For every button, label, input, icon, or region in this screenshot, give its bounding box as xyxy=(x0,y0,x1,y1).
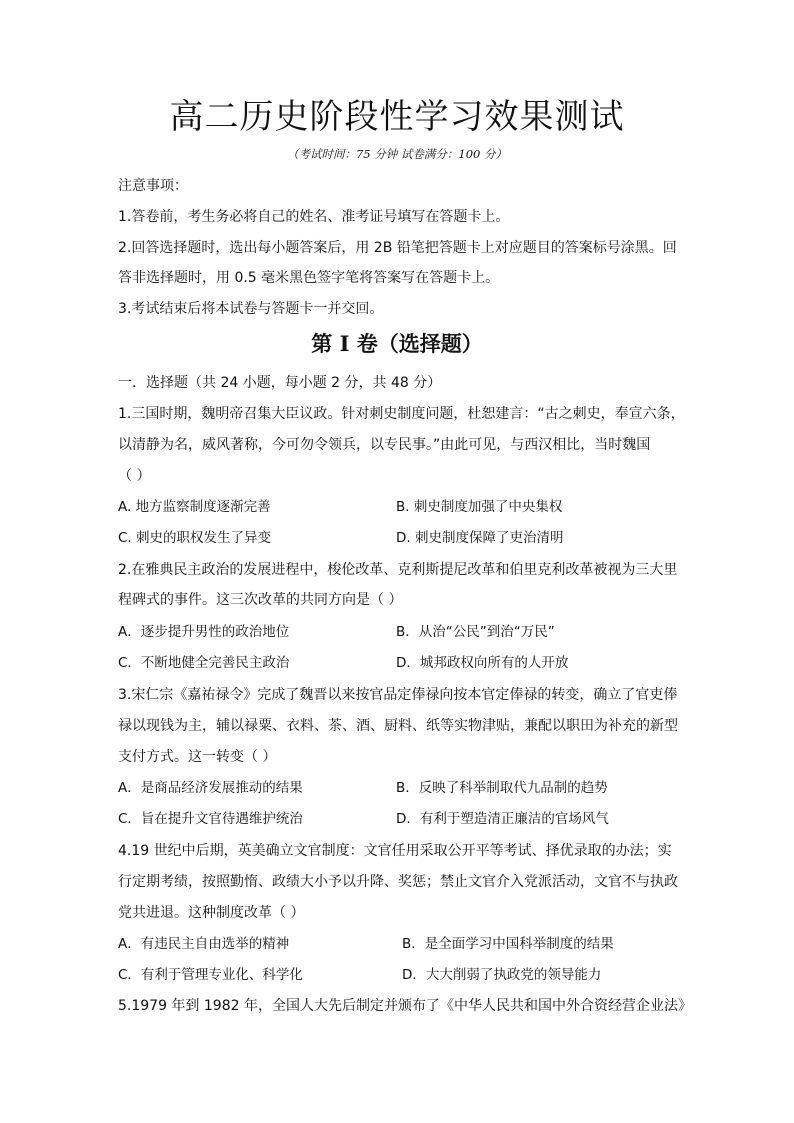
question-3-option-b: B．反映了科举制取代九品制的趋势 xyxy=(396,780,608,796)
question-4-text: 党共进退。这种制度改革（ ） xyxy=(118,905,305,921)
question-1-text: 1.三国时期，魏明帝召集大臣议政。针对刺史制度问题，杜恕建言：“古之刺史，奉宣六条， xyxy=(118,406,685,422)
question-4-option-d: D．大大削弱了执政党的领导能力 xyxy=(402,967,602,983)
question-1-option-b: B. 刺史制度加强了中央集权 xyxy=(396,499,563,515)
question-3-text: 3.宋仁宗《嘉祐禄令》完成了魏晋以来按官品定俸禄向按本官定俸禄的转变，确立了官吏俸 xyxy=(118,687,678,703)
question-4-text: 行定期考绩，按照勤惰、政绩大小予以升降、奖惩；禁止文官介入党派活动，文官不与执政 xyxy=(118,874,678,890)
question-1-option-a: A. 地方监察制度逐渐完善 xyxy=(118,499,271,515)
notice-item: 3.考试结束后将本试卷与答题卡一并交回。 xyxy=(118,301,384,317)
question-2-text: 程碑式的事件。这三次改革的共同方向是（ ） xyxy=(118,592,403,608)
notice-item: 答非选择题时，用 0.5 毫米黑色签字笔将答案写在答题卡上。 xyxy=(118,270,500,286)
question-2-option-a: A．逐步提升男性的政治地位 xyxy=(118,624,290,640)
section-title: 第 I 卷（选择题） xyxy=(311,331,483,356)
question-5-text: 5.1979 年到 1982 年，全国人大先后制定并颁布了《中华人民共和国中外合资经营企业法》 xyxy=(118,998,692,1014)
question-1-text: （ ） xyxy=(118,468,151,484)
question-1-option-d: D. 刺史制度保障了吏治清明 xyxy=(396,530,564,546)
question-3-text: 支付方式。这一转变（ ） xyxy=(118,749,277,765)
question-1-text: 以清静为名，威风著称，今可勿令领兵，以专民事。”由此可见，与西汉相比，当时魏国 xyxy=(118,437,651,453)
question-3-option-a: A．是商品经济发展推动的结果 xyxy=(118,780,303,796)
question-2-option-d: D．城邦政权向所有的人开放 xyxy=(396,655,569,671)
question-4-option-b: B．是全面学习中国科举制度的结果 xyxy=(402,936,614,952)
question-2-option-b: B．从治“公民”到治“万民” xyxy=(396,624,555,640)
question-2-option-c: C．不断地健全完善民主政治 xyxy=(118,655,290,671)
question-1-option-c: C. 刺史的职权发生了异变 xyxy=(118,530,272,546)
question-4-option-c: C．有利于管理专业化、科学化 xyxy=(118,967,303,983)
question-3-option-d: D．有利于塑造清正廉洁的官场风气 xyxy=(396,811,609,827)
question-3-option-c: C．旨在提升文官待遇维护统治 xyxy=(118,811,303,827)
question-2-text: 2.在雅典民主政治的发展进程中，梭伦改革、克利斯提尼改革和伯里克利改革被视为三大里 xyxy=(118,562,678,578)
exam-title: 高二历史阶段性学习效果测试 xyxy=(169,97,625,137)
question-4-option-a: A．有违民主自由选举的精神 xyxy=(118,936,290,952)
question-3-text: 禄以现钱为主，辅以禄粟、衣料、茶、酒、厨料、纸等实物津贴，兼配以职田为补充的新型 xyxy=(118,718,678,734)
question-4-text: 4.19 世纪中后期，英美确立文官制度：文官任用采取公开平等考试、择优录取的办法；实 xyxy=(118,843,672,859)
exam-subtitle: （考试时间：75 分钟 试卷满分：100 分） xyxy=(286,147,508,161)
notice-heading: 注意事项： xyxy=(118,178,188,194)
notice-item: 1.答卷前，考生务必将自己的姓名、准考证号填写在答题卡上。 xyxy=(118,209,510,225)
notice-item: 2.回答选择题时，选出每小题答案后，用 2B 铅笔把答题卡上对应题目的答案标号涂黑。回 xyxy=(118,240,677,256)
section-instruction: 一．选择题（共 24 小题，每小题 2 分，共 48 分） xyxy=(118,375,442,391)
